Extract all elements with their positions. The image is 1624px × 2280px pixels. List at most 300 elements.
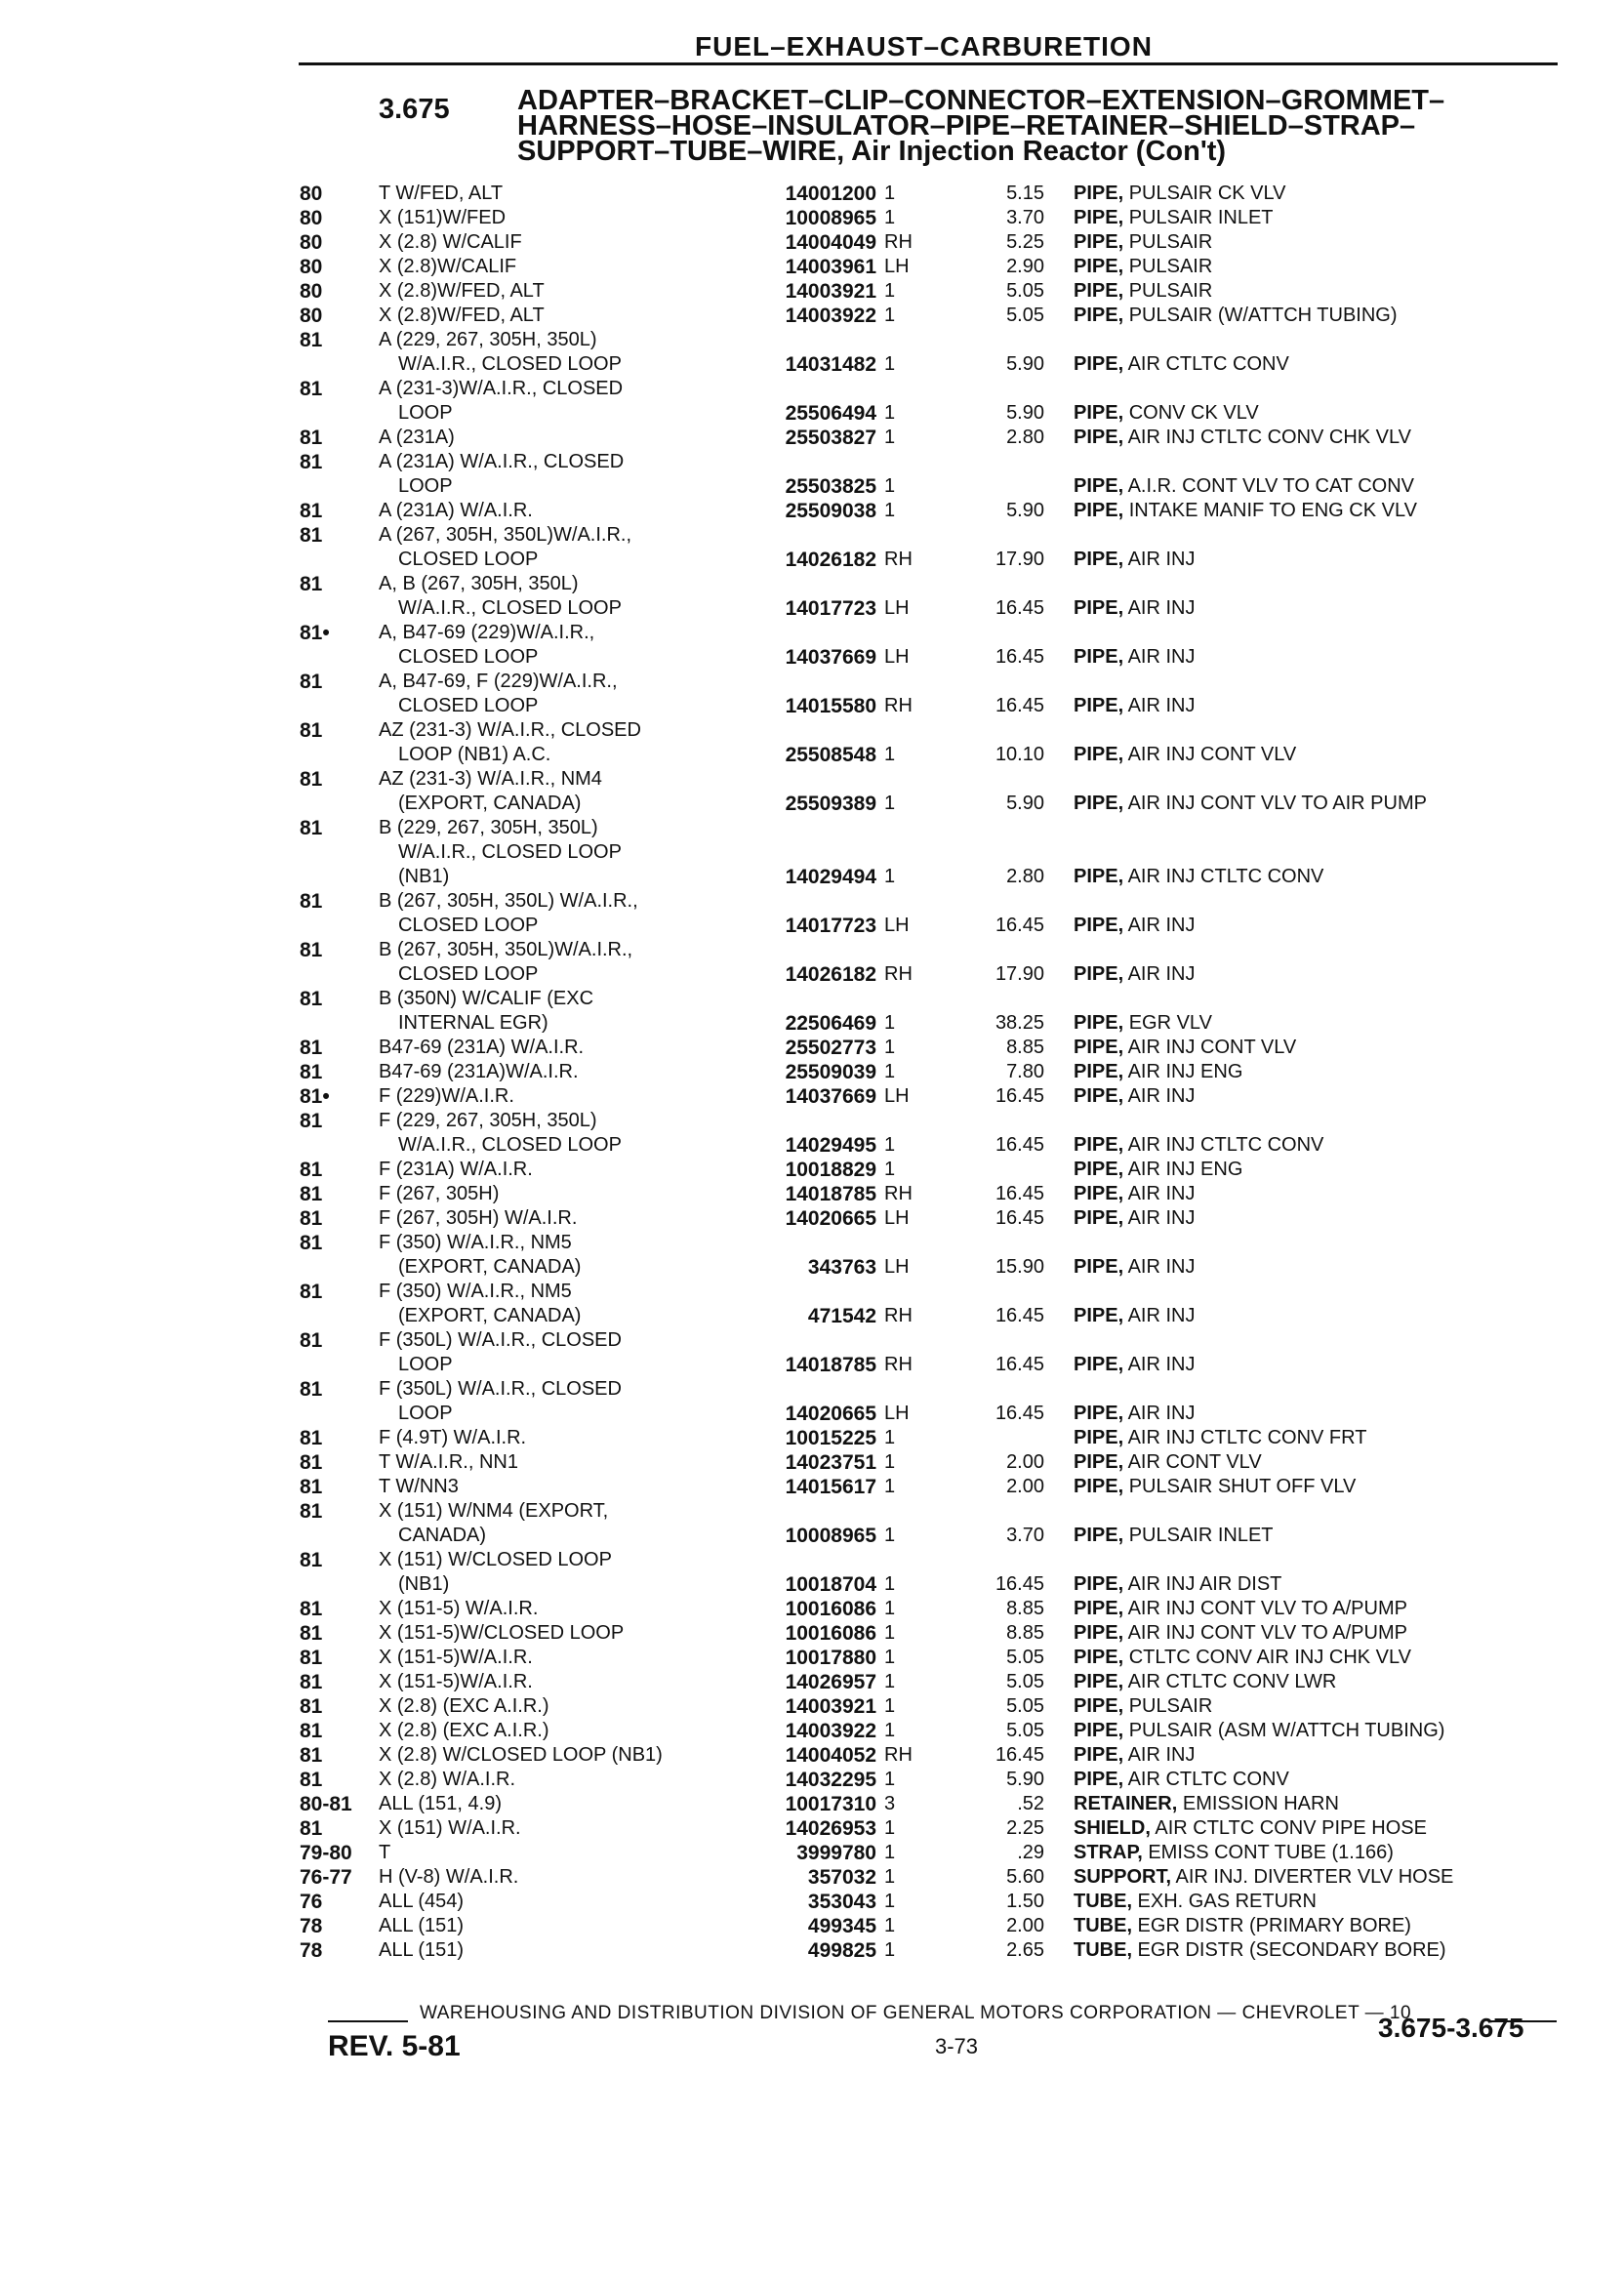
part-number: 14020665: [785, 1207, 876, 1230]
application-description: [379, 1231, 730, 1280]
price: 38.25: [995, 1012, 1044, 1034]
part-type: PIPE,: [1074, 1012, 1124, 1034]
model-year: 78: [300, 1915, 323, 1937]
description-line: ALL (151): [379, 1915, 465, 1936]
part-detail: PULSAIR INLET: [1123, 1525, 1274, 1546]
part-name: [1074, 694, 1571, 718]
part-number: 14015617: [785, 1476, 876, 1498]
quantity: 1: [884, 207, 896, 228]
part-type: PIPE,: [1074, 695, 1124, 716]
part-detail: AIR INJ: [1123, 549, 1196, 570]
table-row: [0, 889, 1624, 938]
application-description: [379, 1816, 730, 1841]
part-detail: AIR INJ: [1123, 695, 1196, 716]
price: 16.45: [995, 695, 1044, 716]
quantity: RH: [884, 1354, 913, 1375]
model-year: 81: [300, 524, 323, 547]
part-name: [1074, 1353, 1571, 1377]
description-line: X (2.8) W/CALIF: [379, 231, 522, 253]
model-year: 81: [300, 768, 323, 791]
part-type: STRAP,: [1074, 1842, 1143, 1863]
model-year: 81: [300, 1695, 323, 1718]
model-year: 81: [300, 671, 323, 693]
model-year: 81: [300, 1207, 323, 1230]
part-number: 14004049: [785, 231, 876, 254]
model-year: 78: [300, 1939, 323, 1962]
quantity: 1: [884, 1939, 896, 1961]
quantity: 1: [884, 1769, 896, 1790]
part-type: PIPE,: [1074, 1403, 1124, 1424]
price: 8.85: [1006, 1037, 1044, 1058]
quantity: 1: [884, 1622, 896, 1644]
part-name: [1074, 1816, 1571, 1841]
part-type: PIPE,: [1074, 793, 1124, 814]
description-line: X (151-5)W/A.I.R.: [379, 1671, 533, 1692]
quantity: 1: [884, 305, 896, 326]
quantity: 1: [884, 427, 896, 448]
part-detail: AIR INJ: [1123, 963, 1196, 985]
application-description: [379, 1084, 730, 1109]
part-name: [1074, 1768, 1571, 1792]
part-detail: AIR INJ: [1123, 646, 1196, 668]
part-name: [1074, 1572, 1571, 1597]
quantity: 1: [884, 1134, 896, 1156]
price: 2.00: [1006, 1451, 1044, 1473]
description-line: CLOSED LOOP: [398, 646, 539, 668]
part-number: 14037669: [785, 646, 876, 669]
part-type: PIPE,: [1074, 231, 1124, 253]
part-name: [1074, 255, 1571, 279]
description-line: F (350L) W/A.I.R., CLOSED: [379, 1329, 622, 1351]
part-detail: AIR INJ ENG: [1123, 1159, 1243, 1180]
part-number: 14026957: [785, 1671, 876, 1693]
part-number: 14001200: [785, 183, 876, 205]
page-number: 3-73: [935, 2034, 979, 2058]
quantity: 1: [884, 1427, 896, 1448]
application-description: [379, 572, 730, 621]
application-description: [379, 1621, 730, 1646]
part-detail: AIR INJ CONT VLV TO AIR PUMP: [1123, 793, 1427, 814]
model-year: 81: [300, 1476, 323, 1498]
part-name: [1074, 474, 1571, 499]
part-number: 14017723: [785, 597, 876, 620]
price: 5.90: [1006, 353, 1044, 375]
description-line: X (2.8) W/CLOSED LOOP (NB1): [379, 1744, 663, 1766]
model-year: 81: [300, 1549, 323, 1571]
part-number: 357032: [807, 1866, 876, 1889]
part-type: SUPPORT,: [1074, 1866, 1172, 1888]
price: 5.15: [1006, 183, 1044, 204]
part-type: PIPE,: [1074, 207, 1124, 228]
application-description: [379, 1719, 730, 1743]
model-year: 81: [300, 1159, 323, 1181]
part-name: [1074, 401, 1571, 426]
application-description: [379, 206, 730, 230]
description-line: W/A.I.R., CLOSED LOOP: [398, 597, 622, 619]
model-year: 81: [300, 1329, 323, 1352]
part-name: [1074, 1084, 1571, 1109]
part-type: TUBE,: [1074, 1939, 1132, 1961]
table-row: [0, 1621, 1624, 1646]
part-type: PIPE,: [1074, 1622, 1124, 1644]
description-line: X (2.8)W/FED, ALT: [379, 305, 545, 326]
model-year: 80: [300, 231, 323, 254]
model-year: 81: [300, 1451, 323, 1474]
table-row: [0, 1914, 1624, 1938]
price: 16.45: [995, 1207, 1044, 1229]
description-line: CLOSED LOOP: [398, 695, 539, 716]
part-detail: A.I.R. CONT VLV TO CAT CONV: [1123, 475, 1414, 497]
part-detail: PULSAIR (W/ATTCH TUBING): [1123, 305, 1398, 326]
quantity: 1: [884, 353, 896, 375]
table-row: [0, 1206, 1624, 1231]
application-description: [379, 670, 730, 718]
quantity: LH: [884, 646, 910, 668]
model-year: 81: [300, 1671, 323, 1693]
model-year: 81: [300, 1378, 323, 1401]
price: 16.45: [995, 646, 1044, 668]
part-detail: PULSAIR INLET: [1123, 207, 1274, 228]
price: 2.00: [1006, 1915, 1044, 1936]
part-name: [1074, 1158, 1571, 1182]
price: 3.70: [1006, 1525, 1044, 1546]
description-line: INTERNAL EGR): [398, 1012, 548, 1034]
application-description: [379, 182, 730, 206]
quantity: 1: [884, 1451, 896, 1473]
price: 1.50: [1006, 1891, 1044, 1912]
part-number: 14003961: [785, 256, 876, 278]
part-name: [1074, 1890, 1571, 1914]
quantity: 1: [884, 1598, 896, 1619]
part-number: 14026182: [785, 963, 876, 986]
price: 2.25: [1006, 1817, 1044, 1839]
description-line: B47-69 (231A) W/A.I.R.: [379, 1037, 585, 1058]
part-number: 25509038: [785, 500, 876, 522]
model-year: 76-77: [300, 1866, 352, 1889]
part-type: PIPE,: [1074, 549, 1124, 570]
section-title-line-3: SUPPORT–TUBE–WIRE, Air Injection Reactor (Con't): [517, 136, 1227, 167]
part-name: [1074, 304, 1571, 328]
description-line: X (151-5)W/CLOSED LOOP: [379, 1622, 625, 1644]
model-year: 81: [300, 719, 323, 742]
application-description: [379, 255, 730, 279]
quantity: 1: [884, 1037, 896, 1058]
description-line: B (350N) W/CALIF (EXC: [379, 988, 594, 1009]
table-row: [0, 499, 1624, 523]
part-detail: AIR INJ ENG: [1123, 1061, 1243, 1082]
part-type: SHIELD,: [1074, 1817, 1151, 1839]
part-detail: AIR CONT VLV: [1123, 1451, 1262, 1473]
part-type: TUBE,: [1074, 1915, 1132, 1936]
table-row: [0, 987, 1624, 1036]
application-description: [379, 1475, 730, 1499]
model-year: 81: [300, 1769, 323, 1791]
part-detail: AIR CTLTC CONV LWR: [1123, 1671, 1337, 1692]
price: 2.90: [1006, 256, 1044, 277]
part-number: 14032295: [785, 1769, 876, 1791]
quantity: 3: [884, 1793, 896, 1814]
model-year: 81: [300, 1061, 323, 1083]
part-detail: INTAKE MANIF TO ENG CK VLV: [1123, 500, 1417, 521]
description-line: CLOSED LOOP: [398, 963, 539, 985]
table-row: [0, 1743, 1624, 1768]
price: 3.70: [1006, 207, 1044, 228]
part-name: [1074, 1719, 1571, 1743]
description-line: (EXPORT, CANADA): [398, 1256, 582, 1278]
part-detail: EGR DISTR (SECONDARY BORE): [1132, 1939, 1446, 1961]
model-year: 81: [300, 1744, 323, 1767]
table-row: [0, 718, 1624, 767]
model-year: 81: [300, 988, 323, 1010]
description-line: F (350) W/A.I.R., NM5: [379, 1232, 572, 1253]
description-line: F (267, 305H) W/A.I.R.: [379, 1207, 578, 1229]
model-year: 80-81: [300, 1793, 352, 1815]
price: 2.80: [1006, 427, 1044, 448]
part-number: 25509039: [785, 1061, 876, 1083]
price: 16.45: [995, 1403, 1044, 1424]
part-number: 10008965: [785, 207, 876, 229]
part-name: [1074, 1524, 1571, 1548]
description-line: W/A.I.R., CLOSED LOOP: [398, 1134, 622, 1156]
table-row: [0, 304, 1624, 328]
part-name: [1074, 230, 1571, 255]
description-line: W/A.I.R., CLOSED LOOP: [398, 841, 622, 863]
part-type: PIPE,: [1074, 427, 1124, 448]
price: 5.05: [1006, 1647, 1044, 1668]
description-line: CLOSED LOOP: [398, 549, 539, 570]
model-year: 81: [300, 1037, 323, 1059]
price: 5.60: [1006, 1866, 1044, 1888]
part-name: [1074, 1938, 1571, 1963]
description-line: X (2.8)W/FED, ALT: [379, 280, 545, 302]
part-number: 14004052: [785, 1744, 876, 1767]
description-line: X (151) W/A.I.R.: [379, 1817, 521, 1839]
table-row: [0, 670, 1624, 718]
part-type: PIPE,: [1074, 256, 1124, 277]
revision-label: REV. 5-81: [328, 2030, 461, 2062]
part-name: [1074, 1036, 1571, 1060]
price: .29: [1017, 1842, 1044, 1863]
quantity: 1: [884, 866, 896, 887]
part-type: PIPE,: [1074, 1061, 1124, 1082]
part-type: PIPE,: [1074, 597, 1124, 619]
model-year: 76: [300, 1891, 323, 1913]
part-type: PIPE,: [1074, 1134, 1124, 1156]
model-year: 80: [300, 280, 323, 303]
quantity: 1: [884, 1695, 896, 1717]
part-number: 3999780: [796, 1842, 876, 1864]
part-number: 25508548: [785, 744, 876, 766]
model-year: 81: [300, 817, 323, 839]
part-number: 10016086: [785, 1598, 876, 1620]
part-number: 343763: [807, 1256, 876, 1279]
part-detail: AIR CTLTC CONV PIPE HOSE: [1150, 1817, 1427, 1839]
table-row: [0, 279, 1624, 304]
quantity: 1: [884, 500, 896, 521]
model-year: 81: [300, 500, 323, 522]
table-row: [0, 182, 1624, 206]
part-detail: AIR INJ: [1123, 915, 1196, 936]
model-year: 81: [300, 573, 323, 595]
model-year: 81: [300, 1232, 323, 1254]
part-name: [1074, 1304, 1571, 1328]
part-type: PIPE,: [1074, 1183, 1124, 1204]
price: 15.90: [995, 1256, 1044, 1278]
part-type: PIPE,: [1074, 1256, 1124, 1278]
price: 5.05: [1006, 1695, 1044, 1717]
table-row: [0, 1475, 1624, 1499]
application-description: [379, 1450, 730, 1475]
description-line: T W/NN3: [379, 1476, 459, 1497]
quantity: 1: [884, 1866, 896, 1888]
quantity: LH: [884, 1085, 910, 1107]
table-row: [0, 1084, 1624, 1109]
description-line: F (4.9T) W/A.I.R.: [379, 1427, 527, 1448]
price: 16.45: [995, 1085, 1044, 1107]
quantity: 1: [884, 1647, 896, 1668]
description-line: A (231A) W/A.I.R.: [379, 500, 533, 521]
quantity: 1: [884, 1061, 896, 1082]
quantity: 1: [884, 1159, 896, 1180]
part-number: 25503827: [785, 427, 876, 449]
description-line: CANADA): [398, 1525, 487, 1546]
table-row: [0, 1597, 1624, 1621]
part-number: 14003921: [785, 280, 876, 303]
part-name: [1074, 1060, 1571, 1084]
table-row: [0, 1158, 1624, 1182]
table-row: [0, 621, 1624, 670]
price: 2.65: [1006, 1939, 1044, 1961]
part-number: 499345: [807, 1915, 876, 1937]
part-type: PIPE,: [1074, 915, 1124, 936]
application-description: [379, 1890, 730, 1914]
part-name: [1074, 962, 1571, 987]
table-row: [0, 1670, 1624, 1694]
table-row: [0, 450, 1624, 499]
part-detail: AIR INJ CONT VLV TO A/PUMP: [1123, 1622, 1407, 1644]
quantity: 1: [884, 1671, 896, 1692]
part-type: PIPE,: [1074, 305, 1124, 326]
price: 17.90: [995, 963, 1044, 985]
description-line: (NB1): [398, 866, 450, 887]
description-line: A, B47-69 (229)W/A.I.R.,: [379, 622, 595, 643]
table-row: [0, 523, 1624, 572]
quantity: 1: [884, 1476, 896, 1497]
description-line: X (151-5) W/A.I.R.: [379, 1598, 539, 1619]
description-line: A, B (267, 305H, 350L): [379, 573, 579, 594]
description-line: (EXPORT, CANADA): [398, 1305, 582, 1326]
table-row: [0, 328, 1624, 377]
table-row: [0, 1719, 1624, 1743]
quantity: 1: [884, 1573, 896, 1595]
part-type: PIPE,: [1074, 475, 1124, 497]
part-detail: AIR INJ: [1123, 1256, 1196, 1278]
quantity: RH: [884, 695, 913, 716]
description-line: LOOP (NB1) A.C.: [398, 744, 551, 765]
description-line: ALL (151, 4.9): [379, 1793, 503, 1814]
part-name: [1074, 1621, 1571, 1646]
description-line: X (151) W/NM4 (EXPORT,: [379, 1500, 609, 1522]
description-line: B (229, 267, 305H, 350L): [379, 817, 598, 838]
description-line: AZ (231-3) W/A.I.R., CLOSED: [379, 719, 641, 741]
description-line: B (267, 305H, 350L) W/A.I.R.,: [379, 890, 638, 912]
part-type: PIPE,: [1074, 744, 1124, 765]
part-name: [1074, 1255, 1571, 1280]
price: 5.25: [1006, 231, 1044, 253]
quantity: 1: [884, 744, 896, 765]
quantity: 1: [884, 1891, 896, 1912]
description-line: T W/FED, ALT: [379, 183, 504, 204]
part-detail: AIR INJ: [1123, 597, 1196, 619]
description-line: LOOP: [398, 1403, 453, 1424]
part-name: [1074, 865, 1571, 889]
quantity: RH: [884, 1744, 913, 1766]
part-type: PIPE,: [1074, 280, 1124, 302]
description-line: H (V-8) W/A.I.R.: [379, 1866, 519, 1888]
part-name: [1074, 1914, 1571, 1938]
part-type: PIPE,: [1074, 183, 1124, 204]
part-number: 14015580: [785, 695, 876, 717]
application-description: [379, 1109, 730, 1158]
table-row: [0, 1816, 1624, 1841]
application-description: [379, 1206, 730, 1231]
application-description: [379, 1792, 730, 1816]
part-number: 10018829: [785, 1159, 876, 1181]
description-line: A (231-3)W/A.I.R., CLOSED: [379, 378, 624, 399]
quantity: RH: [884, 963, 913, 985]
quantity: 1: [884, 280, 896, 302]
footer-rule-left: [328, 2020, 408, 2022]
part-type: PIPE,: [1074, 402, 1124, 424]
part-detail: AIR INJ: [1123, 1207, 1196, 1229]
section-title-line-1: ADAPTER–BRACKET–CLIP–CONNECTOR–EXTENSION–GROMMET–: [517, 85, 1445, 116]
model-year: 81•: [300, 622, 330, 644]
application-description: [379, 938, 730, 987]
header-rule: [299, 62, 1558, 65]
price: 5.90: [1006, 500, 1044, 521]
part-detail: PULSAIR (ASM W/ATTCH TUBING): [1123, 1720, 1445, 1741]
section-range: 3.675-3.675: [1378, 2013, 1524, 2043]
part-name: [1074, 279, 1571, 304]
part-name: [1074, 352, 1571, 377]
part-type: PIPE,: [1074, 1769, 1124, 1790]
price: .52: [1017, 1793, 1044, 1814]
table-row: [0, 1109, 1624, 1158]
part-number: 22506469: [785, 1012, 876, 1035]
quantity: LH: [884, 256, 910, 277]
part-type: PIPE,: [1074, 1207, 1124, 1229]
part-type: PIPE,: [1074, 1720, 1124, 1741]
application-description: [379, 1938, 730, 1963]
application-description: [379, 1182, 730, 1206]
price: 16.45: [995, 1183, 1044, 1204]
model-year: 81: [300, 1183, 323, 1205]
part-type: PIPE,: [1074, 646, 1124, 668]
price: 5.90: [1006, 1769, 1044, 1790]
part-number: 14018785: [785, 1183, 876, 1205]
model-year: 80: [300, 183, 323, 205]
description-line: LOOP: [398, 402, 453, 424]
description-line: F (350) W/A.I.R., NM5: [379, 1281, 572, 1302]
table-row: [0, 1890, 1624, 1914]
part-number: 353043: [807, 1891, 876, 1913]
quantity: 1: [884, 1915, 896, 1936]
price: 8.85: [1006, 1598, 1044, 1619]
application-description: [379, 1328, 730, 1377]
application-description: [379, 1426, 730, 1450]
application-description: [379, 816, 730, 889]
part-name: [1074, 1841, 1571, 1865]
